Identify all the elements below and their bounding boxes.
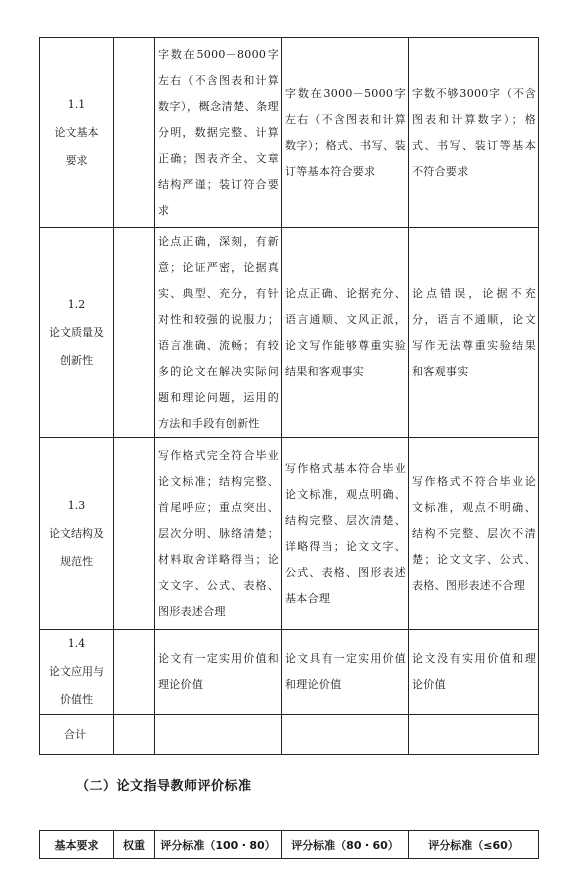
criterion-name: 论文基本要求 [54, 125, 99, 167]
evaluation-table [39, 37, 539, 755]
weight-cell [114, 715, 155, 755]
standard-mid-cell: 论文具有一定实用价值和理论价值 [282, 630, 409, 715]
criterion-cell [40, 228, 114, 438]
criterion-number: 1.2 [67, 297, 86, 311]
standard-mid-cell: 论点正确、论据充分、语言通顺、文风正派，论文写作能够尊重实验结果和客观事实 [282, 228, 409, 438]
standard-high-cell: 写作格式完全符合毕业论文标准；结构完整、首尾呼应；重点突出、层次分明、脉络清楚；材料取舍详略得当；论文文字、公式、表格、图形表述合理 [155, 438, 282, 630]
standard-mid-cell [282, 715, 409, 755]
header-weight: 权重 [114, 831, 155, 859]
standard-mid-cell: 字数在3000－5000字左右（不含图表和计算数字）；格式、书写、装订等基本符合要求 [282, 38, 409, 228]
table-header-row [40, 831, 539, 859]
standard-low-cell: 论文没有实用价值和理论价值 [409, 630, 539, 715]
table-row [40, 630, 539, 715]
weight-cell [114, 630, 155, 715]
header-basic: 基本要求 [40, 831, 114, 859]
header-standard-high: 评分标准（100・80） [155, 831, 282, 859]
criterion-name: 论文结构及规范性 [49, 526, 104, 568]
teacher-criteria-header-table [39, 830, 539, 859]
standard-low-cell: 字数不够3000字（不含图表和计算数字）；格式、书写、装订等基本不符合要求 [409, 38, 539, 228]
criterion-name: 论文质量及创新性 [49, 325, 104, 367]
header-standard-low: 评分标准（≤60） [409, 831, 539, 859]
criterion-cell [40, 630, 114, 715]
weight-cell [114, 438, 155, 630]
criterion-cell [40, 38, 114, 228]
standard-high-cell: 字数在5000－8000字左右（不含图表和计算数字），概念清楚、条理分明，数据完整、计算正确；图表齐全、文章结构严谨；装订符合要求 [155, 38, 282, 228]
total-label: 合计 [40, 715, 114, 755]
standard-high-cell: 论文有一定实用价值和理论价值 [155, 630, 282, 715]
table-row [40, 438, 539, 630]
criterion-number: 1.3 [67, 498, 86, 512]
standard-high-cell [155, 715, 282, 755]
standard-low-cell: 论点错误，论据不充分，语言不通顺，论文写作无法尊重实验结果和客观事实 [409, 228, 539, 438]
total-row [40, 715, 539, 755]
criterion-cell [40, 438, 114, 630]
criterion-number: 1.4 [67, 637, 86, 650]
standard-high-cell: 论点正确，深刻，有新意；论证严密，论据真实、典型、充分，有针对性和较强的说服力；语言准确、流畅；有较多的论文在解决实际问题和理论问题，运用的方法和手段有创新性 [155, 228, 282, 438]
standard-low-cell [409, 715, 539, 755]
standard-mid-cell: 写作格式基本符合毕业论文标准，观点明确、结构完整、层次清楚、详略得当；论文文字、公式、表格、图形表述基本合理 [282, 438, 409, 630]
criterion-number: 1.1 [67, 97, 86, 111]
header-standard-mid: 评分标准（80・60） [282, 831, 409, 859]
weight-cell [114, 38, 155, 228]
weight-cell [114, 228, 155, 438]
standard-low-cell: 写作格式不符合毕业论文标准，观点不明确、结构不完整、层次不清楚；论文文字、公式、表格、图形表述不合理 [409, 438, 539, 630]
table-row [40, 228, 539, 438]
table-row [40, 38, 539, 228]
criterion-name: 论文应用与价值性 [49, 665, 104, 706]
section-heading: （二）论文指导教师评价标准 [76, 779, 252, 794]
